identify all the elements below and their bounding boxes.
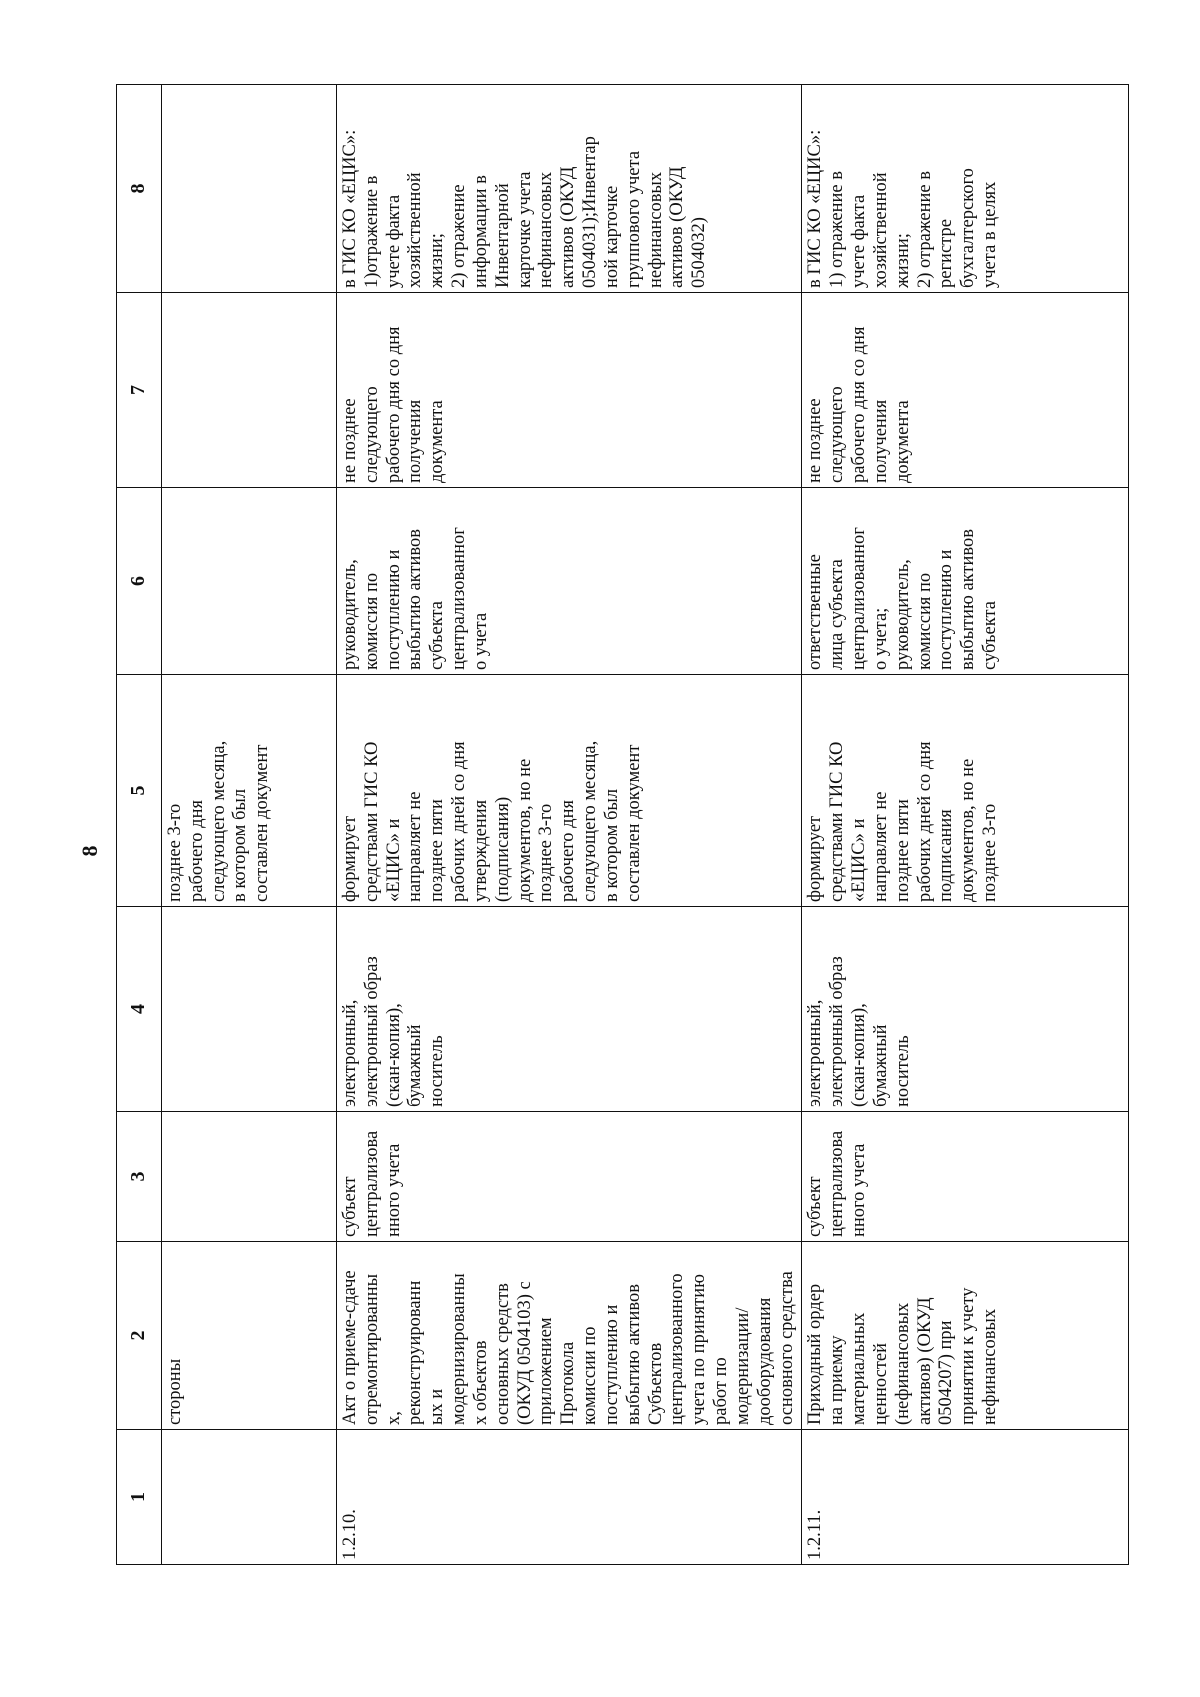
cell-format [162,907,337,1112]
cell-number: 1.2.11. [802,1430,1129,1565]
cell-format: электронный, электронный образ (скан-копия), бумажный носитель [337,907,802,1112]
cell-processing-terms: не позднее следующего рабочего дня со дня получения документа [802,293,1129,488]
cell-document-name: Приходный ордер на приемку материальных ценностей (нефинансовых активов) (ОКУД 0504207) при принятии к учету нефинансовых [802,1242,1129,1430]
cell-responsible: руководитель, комиссия по поступлению и выбытию активов субъекта централизованног о учета [337,488,802,675]
cell-result: в ГИС КО «ЕЦИС»: 1)отражение в учете факта хозяйственной жизни; 2) отражение информации в Инвентарной карточке учета нефинансовых активов (ОКУД 0504031);Инвентар ной карточке группового учета нефинансовых активов (ОКУД 0504032) [337,85,802,293]
cell-creator: субъект централизова нного учета [802,1112,1129,1242]
cell-result [162,85,337,293]
cell-creator: субъект централизова нного учета [337,1112,802,1242]
header-col-1: 1 [117,1430,162,1565]
cell-document-name: стороны [162,1242,337,1430]
cell-submission-terms: позднее 3-го рабочего дня следующего месяца, в котором был составлен документ [162,675,337,907]
table-row-1-2-10 [337,85,802,1565]
header-col-7: 7 [117,293,162,488]
cell-number [162,1430,337,1565]
cell-number: 1.2.10. [337,1430,802,1565]
cell-document-name: Акт о приеме-сдаче отремонтированны х, реконструированн ых и модернизированны х объектов основных средств (ОКУД 0504103) с приложением Протокола комиссии по поступлению и выбытию активов Субъектов централизованного учета по принятию работ по модернизации/ дооборудования основного средства [337,1242,802,1430]
header-row [117,85,162,1565]
cell-submission-terms: формирует средствами ГИС КО «ЕЦИС» и направляет не позднее пяти рабочих дней со дня утверждения (подписания) документов, но не позднее 3-го рабочего дня следующего месяца, в котором был составлен документ [337,675,802,907]
page-number: 8 [77,845,102,857]
cell-responsible: ответственные лица субъекта централизованног о учета; руководитель, комиссия по поступлению и выбытию активов субъекта [802,488,1129,675]
header-col-3: 3 [117,1112,162,1242]
cell-format: электронный, электронный образ (скан-копия), бумажный носитель [802,907,1129,1112]
header-col-4: 4 [117,907,162,1112]
cell-processing-terms: не позднее следующего рабочего дня со дня получения документа [337,293,802,488]
cell-creator [162,1112,337,1242]
cell-responsible [162,488,337,675]
document-table-container [116,85,1012,1565]
header-col-8: 8 [117,85,162,293]
header-col-5: 5 [117,675,162,907]
cell-submission-terms: формирует средствами ГИС КО «ЕЦИС» и направляет не позднее пяти рабочих дней со дня подписания документов, но не позднее 3-го [802,675,1129,907]
document-table [116,84,1129,1565]
header-col-6: 6 [117,488,162,675]
cell-processing-terms [162,293,337,488]
table-row-1-2-11 [802,85,1129,1565]
table-row-continuation [162,85,337,1565]
header-col-2: 2 [117,1242,162,1430]
cell-result: в ГИС КО «ЕЦИС»: 1) отражение в учете факта хозяйственной жизни; 2) отражение в регистре бухгалтерского учета в целях [802,85,1129,293]
